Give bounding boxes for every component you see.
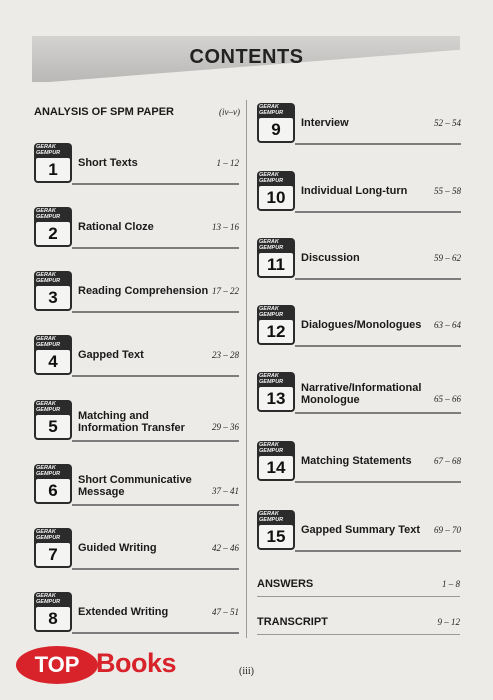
row-title [78, 349, 144, 361]
badge-label: GERAK GEMPUR [36, 208, 61, 220]
row-rule [295, 278, 461, 280]
row-rule [72, 183, 239, 185]
unit-number: 1 [36, 158, 70, 181]
badge-label: GERAK GEMPUR [259, 172, 284, 184]
contents-row-13 [257, 372, 461, 414]
transcript-pages: 9 – 12 [437, 617, 460, 627]
page-number: (iii) [239, 666, 254, 677]
answers-pages: 1 – 8 [442, 579, 460, 589]
row-rule [72, 440, 239, 442]
unit-badge [257, 510, 295, 550]
unit-badge [34, 464, 72, 504]
answers-label: ANSWERS [257, 578, 314, 590]
unit-number: 10 [259, 186, 293, 209]
row-rule [295, 143, 461, 145]
row-title-line: Discussion [301, 252, 360, 264]
row-rule [72, 504, 239, 506]
unit-number: 15 [259, 525, 293, 548]
unit-number: 3 [36, 286, 70, 309]
badge-label: GERAK GEMPUR [36, 144, 61, 156]
unit-number: 8 [36, 607, 70, 630]
row-rule [72, 375, 239, 377]
row-title-line: Extended Writing [78, 606, 169, 618]
unit-number: 5 [36, 415, 70, 438]
answers-rule [257, 596, 460, 597]
contents-row-11 [257, 238, 461, 280]
row-title [78, 410, 185, 434]
row-title-line: Interview [301, 117, 349, 129]
analysis-label: ANALYSIS OF SPM PAPER [34, 106, 174, 118]
badge-label: GERAK GEMPUR [36, 465, 61, 477]
contents-row-8 [34, 592, 239, 634]
row-pages: 63 – 64 [434, 320, 461, 330]
row-pages: 47 – 51 [212, 607, 239, 617]
badge-label: GERAK GEMPUR [259, 239, 284, 251]
unit-badge [34, 592, 72, 632]
row-rule [72, 568, 239, 570]
row-title [301, 117, 349, 129]
badge-label: GERAK GEMPUR [259, 306, 284, 318]
contents-row-9 [257, 103, 461, 145]
page-title: CONTENTS [189, 46, 304, 68]
logo-books-text: Books [96, 648, 177, 678]
row-title [78, 221, 154, 233]
row-title-line: Narrative/Informational [301, 382, 422, 394]
row-title [78, 285, 208, 297]
row-title-line: Rational Cloze [78, 221, 154, 233]
row-pages: 23 – 28 [212, 350, 239, 360]
badge-label: GERAK GEMPUR [259, 511, 284, 523]
unit-number: 4 [36, 350, 70, 373]
row-pages: 1 – 12 [216, 158, 239, 168]
row-rule [295, 211, 461, 213]
badge-label: GERAK GEMPUR [259, 442, 284, 454]
row-title-line: Individual Long-turn [301, 185, 408, 197]
row-pages: 42 – 46 [212, 543, 239, 553]
column-divider [246, 100, 247, 638]
unit-number: 12 [259, 320, 293, 343]
row-title-line: Gapped Text [78, 349, 144, 361]
badge-label: GERAK GEMPUR [259, 104, 284, 116]
row-title-line: Dialogues/Monologues [301, 319, 422, 331]
unit-badge [257, 441, 295, 481]
unit-badge [257, 103, 295, 143]
row-title-line: Monologue [301, 394, 360, 406]
row-title [301, 185, 407, 197]
contents-row-12 [257, 305, 461, 347]
unit-number: 9 [259, 118, 293, 141]
row-title-line: Short Texts [78, 157, 138, 169]
unit-badge [34, 207, 72, 247]
row-title [78, 474, 192, 498]
row-pages: 29 – 36 [212, 422, 239, 432]
unit-badge [257, 238, 295, 278]
row-title-line: Reading Comprehension [78, 285, 209, 297]
unit-number: 6 [36, 479, 70, 502]
row-pages: 59 – 62 [434, 253, 461, 263]
row-title-line: Information Transfer [78, 422, 185, 434]
contents-row-10 [257, 171, 461, 213]
analysis-pages: (iv–v) [219, 107, 240, 117]
contents-row-15 [257, 510, 461, 552]
row-title-line: Short Communicative [78, 474, 192, 486]
badge-label: GERAK GEMPUR [36, 593, 61, 605]
contents-row-6 [34, 464, 239, 506]
unit-number: 14 [259, 456, 293, 479]
contents-row-4 [34, 335, 239, 377]
row-pages: 52 – 54 [434, 118, 461, 128]
unit-number: 7 [36, 543, 70, 566]
row-rule [72, 311, 239, 313]
row-title-line: Matching and [78, 410, 149, 422]
transcript-rule [257, 634, 460, 635]
row-title [301, 524, 420, 536]
topbooks-logo [16, 644, 192, 698]
unit-badge [34, 400, 72, 440]
row-pages: 55 – 58 [434, 186, 461, 196]
contents-row-1 [34, 143, 239, 185]
row-rule [295, 345, 461, 347]
row-pages: 67 – 68 [434, 456, 461, 466]
unit-number: 11 [259, 253, 293, 276]
contents-row-5 [34, 400, 239, 442]
row-title-line: Guided Writing [78, 542, 157, 554]
row-pages: 13 – 16 [212, 222, 239, 232]
unit-number: 13 [259, 387, 293, 410]
badge-label: GERAK GEMPUR [36, 401, 61, 413]
unit-badge [34, 528, 72, 568]
row-title-line: Message [78, 486, 125, 498]
row-rule [72, 247, 239, 249]
badge-label: GERAK GEMPUR [36, 272, 61, 284]
logo-top-oval: TOP [16, 646, 98, 684]
row-pages: 17 – 22 [212, 286, 239, 296]
row-pages: 37 – 41 [212, 486, 239, 496]
badge-label: GERAK GEMPUR [259, 373, 284, 385]
contents-row-3 [34, 271, 239, 313]
contents-row-14 [257, 441, 461, 483]
contents-row-2 [34, 207, 239, 249]
unit-badge [257, 171, 295, 211]
row-rule [72, 632, 239, 634]
badge-label: GERAK GEMPUR [36, 529, 61, 541]
row-title [78, 606, 168, 618]
row-title-line: Matching Statements [301, 455, 412, 467]
row-title [301, 319, 421, 331]
row-title-line: Gapped Summary Text [301, 524, 420, 536]
transcript-label: TRANSCRIPT [257, 616, 328, 628]
unit-badge [34, 271, 72, 311]
row-pages: 65 – 66 [434, 394, 461, 404]
row-rule [295, 550, 461, 552]
unit-badge [34, 143, 72, 183]
unit-badge [257, 305, 295, 345]
contents-row-7 [34, 528, 239, 570]
row-title [301, 455, 412, 467]
unit-number: 2 [36, 222, 70, 245]
row-rule [295, 481, 461, 483]
row-title [78, 157, 138, 169]
badge-label: GERAK GEMPUR [36, 336, 61, 348]
row-rule [295, 412, 461, 414]
row-title [301, 252, 360, 264]
unit-badge [257, 372, 295, 412]
row-title [78, 542, 157, 554]
row-pages: 69 – 70 [434, 525, 461, 535]
row-title [301, 382, 421, 406]
unit-badge [34, 335, 72, 375]
